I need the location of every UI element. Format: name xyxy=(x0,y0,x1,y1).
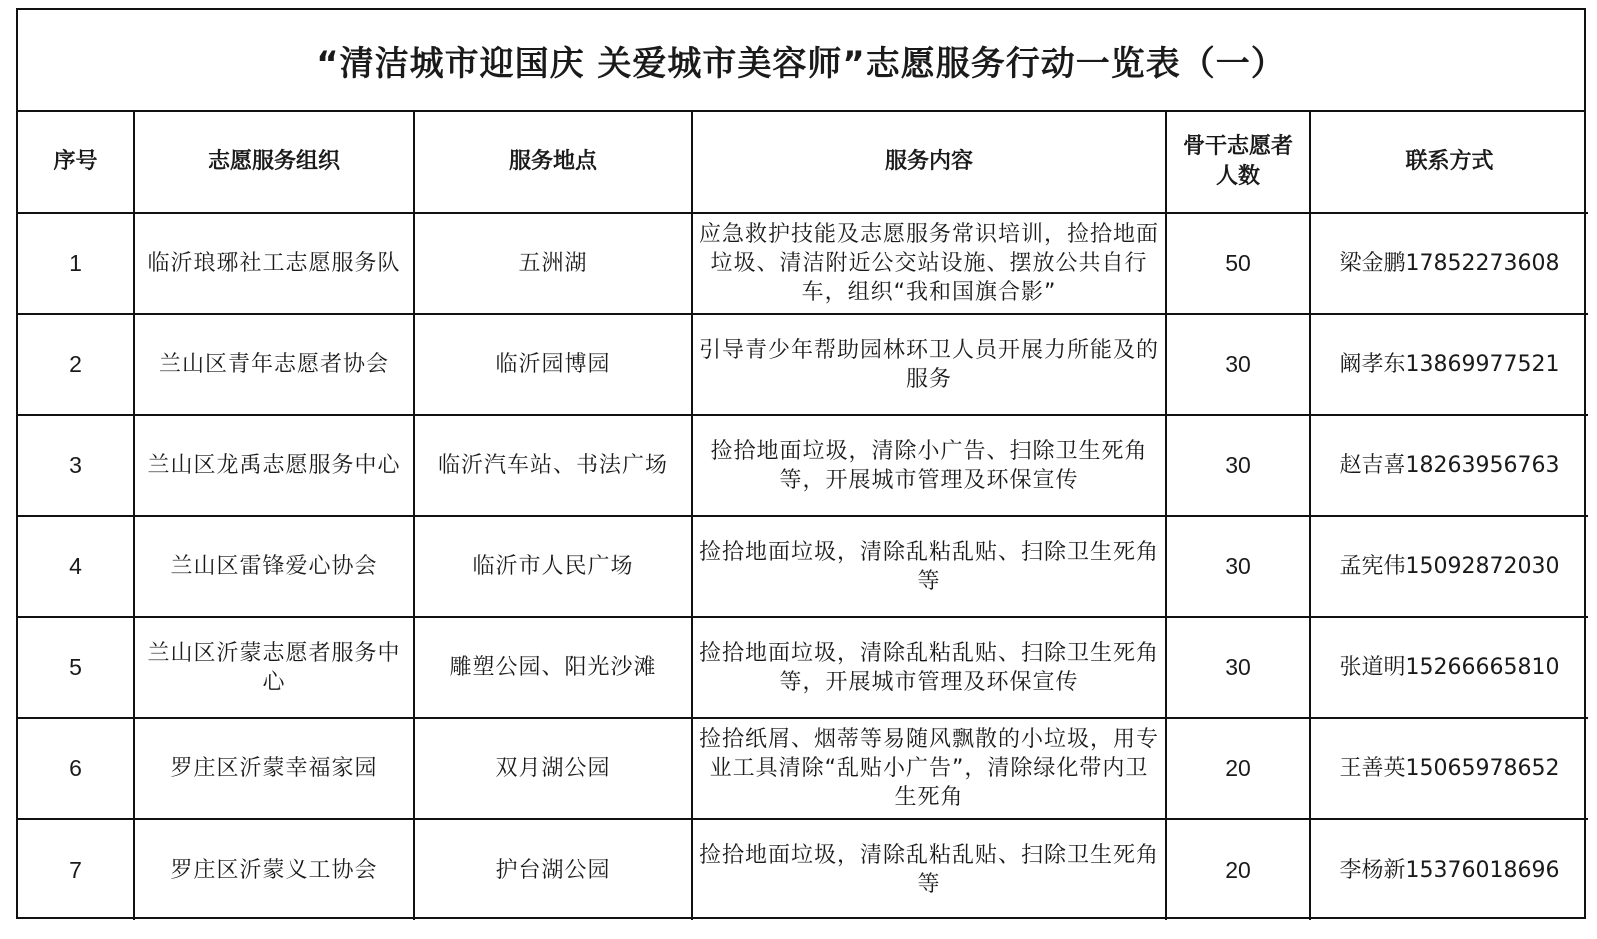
table-row xyxy=(18,213,1588,314)
row-count: 30 xyxy=(1166,415,1310,516)
row-location: 五洲湖 xyxy=(414,213,692,314)
volunteer-table-sheet xyxy=(16,8,1586,919)
table-row xyxy=(18,314,1588,415)
row-content: 引导青少年帮助园林环卫人员开展力所能及的服务 xyxy=(692,314,1166,415)
row-location: 双月湖公园 xyxy=(414,718,692,819)
row-contact: 赵吉喜18263956763 xyxy=(1310,415,1588,516)
row-org: 兰山区雷锋爱心协会 xyxy=(134,516,414,617)
row-org: 罗庄区沂蒙义工协会 xyxy=(134,819,414,920)
row-index: 2 xyxy=(18,314,134,415)
row-content: 捡拾地面垃圾，清除乱粘乱贴、扫除卫生死角等 xyxy=(692,516,1166,617)
table-row xyxy=(18,617,1588,718)
row-content: 应急救护技能及志愿服务常识培训，捡拾地面垃圾、清洁附近公交站设施、摆放公共自行车，组织“我和国旗合影” xyxy=(692,213,1166,314)
row-org: 临沂琅琊社工志愿服务队 xyxy=(134,213,414,314)
row-count: 20 xyxy=(1166,718,1310,819)
row-contact: 李杨新15376018696 xyxy=(1339,857,1560,883)
row-content: 捡拾纸屑、烟蒂等易随风飘散的小垃圾，用专业工具清除“乱贴小广告”，清除绿化带内卫生死角 xyxy=(692,718,1166,819)
row-count: 30 xyxy=(1166,516,1310,617)
row-location: 护台湖公园 xyxy=(414,819,692,920)
header-index: 序号 xyxy=(18,112,134,213)
row-content: 捡拾地面垃圾，清除乱粘乱贴、扫除卫生死角等 xyxy=(692,819,1166,920)
table-row xyxy=(18,819,1588,920)
row-contact: 张道明15266665810 xyxy=(1310,617,1588,718)
row-contact: 阚孝东13869977521 xyxy=(1310,314,1588,415)
header-org: 志愿服务组织 xyxy=(134,112,414,213)
row-count: 30 xyxy=(1166,314,1310,415)
row-location: 雕塑公园、阳光沙滩 xyxy=(414,617,692,718)
header-content: 服务内容 xyxy=(692,112,1166,213)
table-row xyxy=(18,718,1588,819)
header-location: 服务地点 xyxy=(414,112,692,213)
row-count: 30 xyxy=(1166,617,1310,718)
row-index: 3 xyxy=(18,415,134,516)
row-count: 20 xyxy=(1166,819,1310,920)
row-index: 1 xyxy=(18,213,134,314)
row-contact: 孟宪伟15092872030 xyxy=(1310,516,1588,617)
row-org: 兰山区沂蒙志愿者服务中心 xyxy=(134,617,414,718)
row-index: 6 xyxy=(18,718,134,819)
row-location: 临沂汽车站、书法广场 xyxy=(414,415,692,516)
table-title: “清洁城市迎国庆 关爱城市美容师”志愿服务行动一览表（一） xyxy=(18,10,1584,112)
header-contact: 联系方式 xyxy=(1310,112,1588,213)
row-org: 兰山区青年志愿者协会 xyxy=(134,314,414,415)
volunteer-table xyxy=(18,112,1588,920)
table-row xyxy=(18,516,1588,617)
row-content: 捡拾地面垃圾，清除小广告、扫除卫生死角等，开展城市管理及环保宣传 xyxy=(692,415,1166,516)
table-row xyxy=(18,415,1588,516)
row-org: 罗庄区沂蒙幸福家园 xyxy=(134,718,414,819)
row-location: 临沂市人民广场 xyxy=(414,516,692,617)
header-row xyxy=(18,112,1588,213)
row-content: 捡拾地面垃圾，清除乱粘乱贴、扫除卫生死角等，开展城市管理及环保宣传 xyxy=(692,617,1166,718)
row-index: 4 xyxy=(18,516,134,617)
row-location: 临沂园博园 xyxy=(414,314,692,415)
header-count: 骨干志愿者人数 xyxy=(1166,112,1310,213)
row-contact: 王善英15065978652 xyxy=(1310,718,1588,819)
row-org: 兰山区龙禹志愿服务中心 xyxy=(134,415,414,516)
row-count: 50 xyxy=(1166,213,1310,314)
row-index: 7 xyxy=(18,819,134,920)
row-index: 5 xyxy=(18,617,134,718)
row-contact: 梁金鹏17852273608 xyxy=(1310,213,1588,314)
